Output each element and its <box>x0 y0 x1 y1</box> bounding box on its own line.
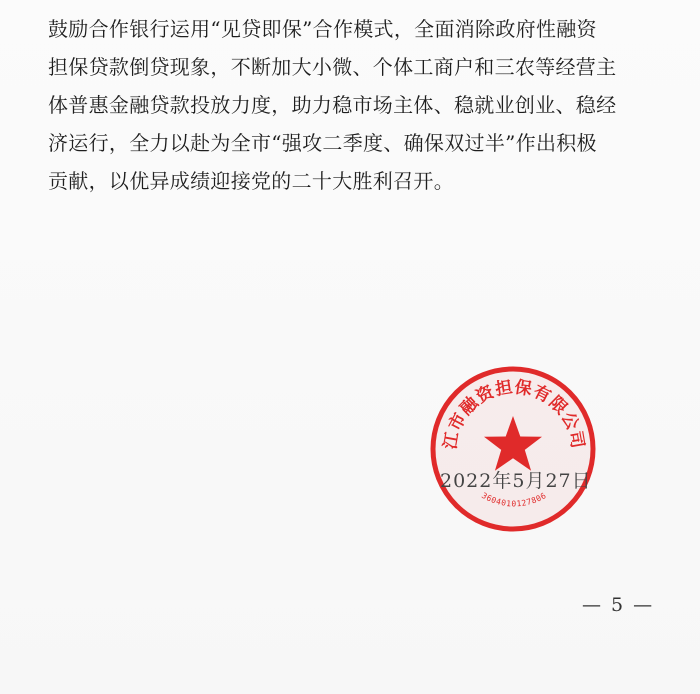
page-number: — 5 — <box>582 594 655 616</box>
seal-graphic <box>428 364 598 534</box>
document-date: 2022年5月27日 <box>440 470 592 492</box>
company-seal-stamp <box>428 364 598 534</box>
text-line: 贡献，以优异成绩迎接党的二十大胜利召开。 <box>48 169 454 193</box>
text-line: 鼓励合作银行运用“见贷即保”合作模式，全面消除政府性融资 <box>48 17 597 41</box>
seal-code-text: 3604010127806 <box>479 490 549 509</box>
body-paragraph <box>48 10 658 200</box>
text-line: 济运行，全力以赴为全市“强攻二季度、确保双过半”作出积极 <box>48 131 597 155</box>
text-line: 担保贷款倒贷现象，不断加大小微、个体工商户和三农等经营主 <box>48 55 617 79</box>
seal-name-text: 江市融资担保有限公司 <box>440 377 588 451</box>
text-line: 体普惠金融贷款投放力度，助力稳市场主体、稳就业创业、稳经 <box>48 93 617 117</box>
